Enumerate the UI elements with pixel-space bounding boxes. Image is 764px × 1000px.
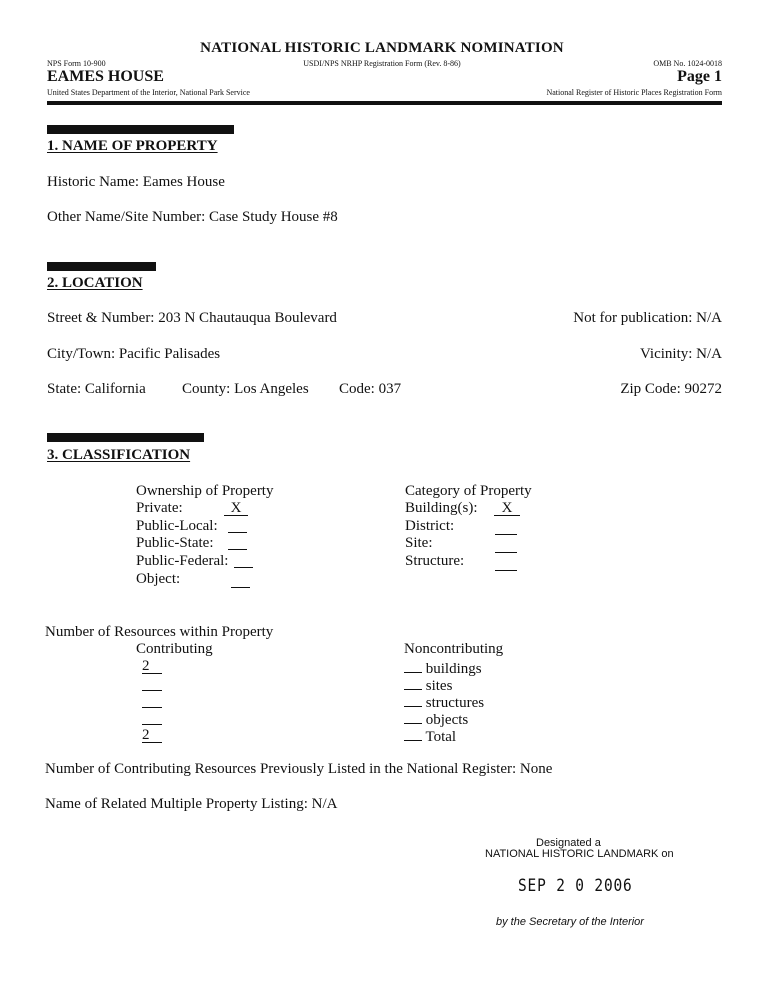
street-number: Street & Number: 203 N Chautauqua Boulevard — [47, 310, 337, 326]
county: County: Los Angeles — [182, 381, 309, 397]
site-blank — [495, 538, 517, 553]
noncontributing-objects-label: objects — [425, 712, 469, 728]
section1-heading: 1. NAME OF PROPERTY — [47, 138, 218, 154]
contributing-structures-blank — [142, 693, 162, 708]
object-blank — [231, 573, 250, 588]
form-number: NPS Form 10-900 — [47, 59, 106, 68]
contributing-sites-blank — [142, 676, 162, 691]
page-number: Page 1 — [677, 68, 722, 85]
district-blank — [495, 520, 517, 535]
stamp-line2: NATIONAL HISTORIC LANDMARK on — [485, 848, 674, 860]
register-line: National Register of Historic Places Registration Form — [546, 88, 722, 97]
city-town: City/Town: Pacific Palisades — [47, 346, 221, 362]
private-label: Private: — [136, 500, 183, 516]
contributing-total: 2 — [142, 728, 162, 743]
object-label: Object: — [136, 571, 181, 587]
stamp-date: SEP 2 0 2006 — [518, 876, 633, 896]
building-value: X — [494, 501, 520, 516]
stamp-line3: by the Secretary of the Interior — [496, 916, 644, 928]
noncontributing-sites-blank — [404, 675, 422, 690]
noncontributing-buildings-label: buildings — [425, 661, 482, 677]
structure-label: Structure: — [405, 553, 465, 569]
public-federal-blank — [234, 553, 253, 568]
structure-blank — [495, 556, 517, 571]
section2-bar — [47, 262, 156, 271]
state: State: California — [47, 381, 146, 397]
public-federal-label: Public-Federal: — [136, 553, 229, 569]
section1-bar — [47, 125, 234, 134]
stamp-line1: Designated a — [536, 837, 601, 849]
noncontributing-structures-blank — [404, 692, 422, 707]
public-state-label: Public-State: — [136, 535, 214, 551]
not-for-publication: Not for publication: N/A — [573, 310, 722, 326]
private-value: X — [224, 501, 248, 516]
public-state-blank — [228, 535, 247, 550]
contributing-objects-blank — [142, 710, 162, 725]
noncontributing-sites-label: sites — [425, 678, 453, 694]
previously-listed: Number of Contributing Resources Previously Listed in the National Register: None — [45, 761, 553, 777]
site-label: Site: — [405, 535, 433, 551]
other-name: Other Name/Site Number: Case Study House #8 — [47, 209, 338, 225]
noncontributing-structures-label: structures — [425, 695, 485, 711]
form-title: NATIONAL HISTORIC LANDMARK NOMINATION — [200, 40, 564, 56]
contributing-buildings: 2 — [142, 659, 162, 674]
related-listing: Name of Related Multiple Property Listing: N/A — [45, 796, 338, 812]
building-label: Building(s): — [405, 500, 478, 516]
noncontributing-objects-blank — [404, 709, 422, 724]
header-rule — [47, 101, 722, 105]
contributing-heading: Contributing — [136, 641, 213, 657]
form-subtitle: USDI/NPS NRHP Registration Form (Rev. 8-86) — [303, 59, 461, 68]
vicinity: Vicinity: N/A — [639, 346, 722, 362]
section3-bar — [47, 433, 204, 442]
category-heading: Category of Property — [405, 483, 532, 499]
historic-name: Historic Name: Eames House — [47, 174, 225, 190]
public-local-label: Public-Local: — [136, 518, 218, 534]
noncontributing-buildings-blank — [404, 658, 422, 673]
county-code: Code: 037 — [339, 381, 402, 397]
department-line: United States Department of the Interior, National Park Service — [47, 88, 250, 97]
public-local-blank — [228, 518, 247, 533]
zip-code: Zip Code: 90272 — [620, 381, 722, 397]
noncontributing-total-label: Total — [425, 729, 457, 745]
omb-number: OMB No. 1024-0018 — [653, 59, 722, 68]
section3-heading: 3. CLASSIFICATION — [47, 447, 191, 463]
noncontributing-total-blank — [404, 726, 422, 741]
district-label: District: — [405, 518, 455, 534]
ownership-heading: Ownership of Property — [136, 483, 274, 499]
resources-heading: Number of Resources within Property — [45, 624, 274, 640]
property-name: EAMES HOUSE — [47, 68, 164, 85]
section2-heading: 2. LOCATION — [47, 275, 143, 291]
noncontributing-heading: Noncontributing — [404, 641, 504, 657]
